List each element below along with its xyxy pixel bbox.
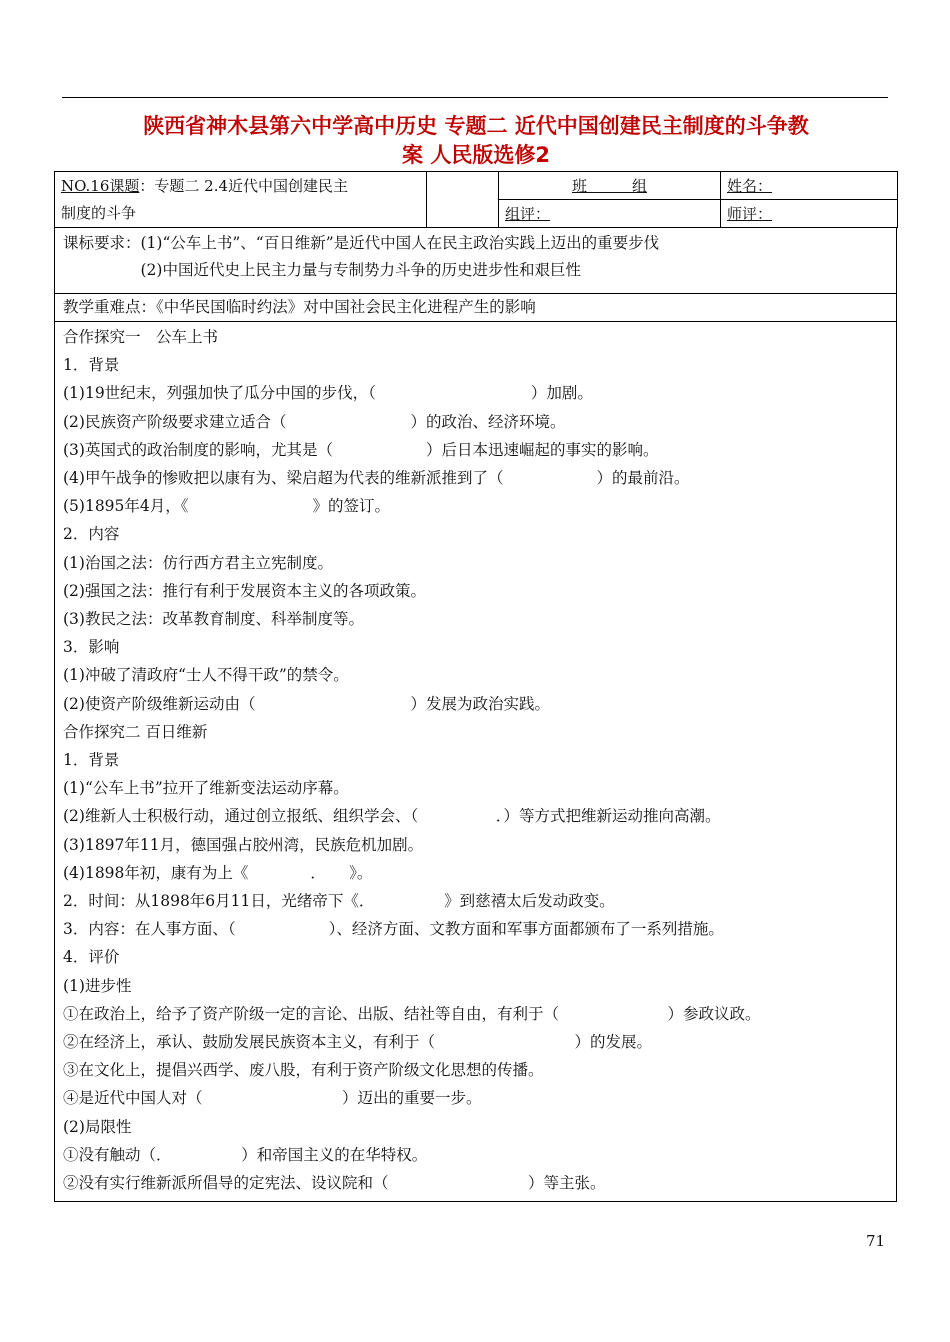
worksheet-line: (1)进步性 <box>63 976 132 995</box>
worksheet-line: 1．背景 <box>63 751 120 770</box>
lesson-cell <box>55 172 427 228</box>
worksheet-line: 2．内容 <box>63 525 120 544</box>
worksheet-line: 2．时间：从1898年6月11日，光绪帝下《． 》到慈禧太后发动政变。 <box>63 892 615 911</box>
standards-section <box>54 228 897 294</box>
teacher-eval-label: 师评： <box>727 205 773 223</box>
worksheet-line: (2)使资产阶级维新运动由（ ）发展为政治实践。 <box>63 694 550 713</box>
worksheet-line: (1)治国之法：仿行西方君主立宪制度。 <box>63 553 333 572</box>
worksheet-line: 3．内容：在人事方面、（ ）、经济方面、文教方面和军事方面都颁布了一系列措施。 <box>63 920 724 939</box>
group-eval-cell <box>499 200 721 228</box>
worksheet-line: (2)民族资产阶级要求建立适合（ ）的政治、经济环境。 <box>63 412 566 431</box>
lesson-topic: ：专题二 2.4近代中国创建民主 <box>139 177 349 195</box>
name-cell <box>721 172 898 200</box>
worksheet-line: (1)“公车上书”拉开了维新变法运动序幕。 <box>63 779 349 798</box>
worksheet-body <box>54 322 897 1202</box>
worksheet-line: ③在文化上，提倡兴西学、废八股，有利于资产阶级文化思想的传播。 <box>63 1061 544 1080</box>
worksheet-line: (1)19世纪末，列强加快了瓜分中国的步伐，（ ）加剧。 <box>63 384 593 403</box>
header-table <box>54 171 898 228</box>
worksheet-line: (3)教民之法：改革教育制度、科举制度等。 <box>63 610 364 629</box>
worksheet-line: ④是近代中国人对（ ）迈出的重要一步。 <box>63 1089 482 1108</box>
worksheet-line: (4)甲午战争的惨败把以康有为、梁启超为代表的维新派推到了（ ）的最前沿。 <box>63 469 690 488</box>
worksheet-line: ②在经济上，承认、鼓励发展民族资本主义，有利于（ ）的发展。 <box>63 1033 653 1052</box>
worksheet-line: (2)局限性 <box>63 1117 132 1136</box>
page-number: 71 <box>866 1232 886 1250</box>
title-line-1: 陕西省神木县第六中学高中历史 专题二 近代中国创建民主制度的斗争教 <box>143 114 809 138</box>
worksheet-line: (5)1895年4月，《 》的签订。 <box>63 497 391 516</box>
class-cell <box>499 172 721 200</box>
lesson-number: NO.16课题 <box>61 177 140 195</box>
worksheet-line: (3)英国式的政治制度的影响，尤其是（ ）后日本迅速崛起的事实的影响。 <box>63 440 659 459</box>
worksheet-line: (4)1898年初，康有为上《 ． 》。 <box>63 863 373 882</box>
worksheet-line: 1．背景 <box>63 356 120 375</box>
worksheet-line: 3．影响 <box>63 638 120 657</box>
worksheet-line: ②没有实行维新派所倡导的定宪法、设议院和（ ）等主张。 <box>63 1174 606 1193</box>
teacher-eval-cell <box>721 200 898 228</box>
group-eval-label: 组评： <box>505 205 551 223</box>
worksheet-line: (2)维新人士积极行动，通过创立报纸、组织学会、（ ．）等方式把维新运动推向高潮。 <box>63 807 721 826</box>
worksheet-line: (1)冲破了清政府“士人不得干政”的禁令。 <box>63 666 349 685</box>
lesson-topic-line2: 制度的斗争 <box>61 204 137 222</box>
page-title <box>56 112 896 170</box>
standards-line-2: (2)中国近代史上民主力量与专制势力斗争的历史进步性和艰巨性 <box>63 261 581 279</box>
focus-section <box>54 294 897 322</box>
worksheet-line: 合作探究二 百日维新 <box>63 722 208 741</box>
worksheet-line: (3)1897年11月，德国强占胶州湾，民族危机加剧。 <box>63 835 424 854</box>
name-label: 姓名： <box>727 177 773 195</box>
blank-cell <box>427 172 499 228</box>
title-line-2: 案 人民版选修2 <box>402 143 550 167</box>
worksheet-line: 合作探究一 公车上书 <box>63 328 219 346</box>
top-rule <box>62 97 888 98</box>
worksheet-line: ①在政治上，给予了资产阶级一定的言论、出版、结社等自由，有利于（ ）参政议政。 <box>63 1004 761 1023</box>
worksheet-line: ①没有触动（． ）和帝国主义的在华特权。 <box>63 1145 428 1164</box>
class-label: 班 组 <box>571 177 647 195</box>
worksheet-line: 4．评价 <box>63 948 120 967</box>
standards-line-1: 课标要求：(1)“公车上书”、“百日维新”是近代中国人在民主政治实践上迈出的重要步伐 <box>63 234 660 252</box>
focus-line: 教学重难点：《中华民国临时约法》对中国社会民主化进程产生的影响 <box>63 298 536 316</box>
worksheet-line: (2)强国之法：推行有利于发展资本主义的各项政策。 <box>63 581 426 600</box>
